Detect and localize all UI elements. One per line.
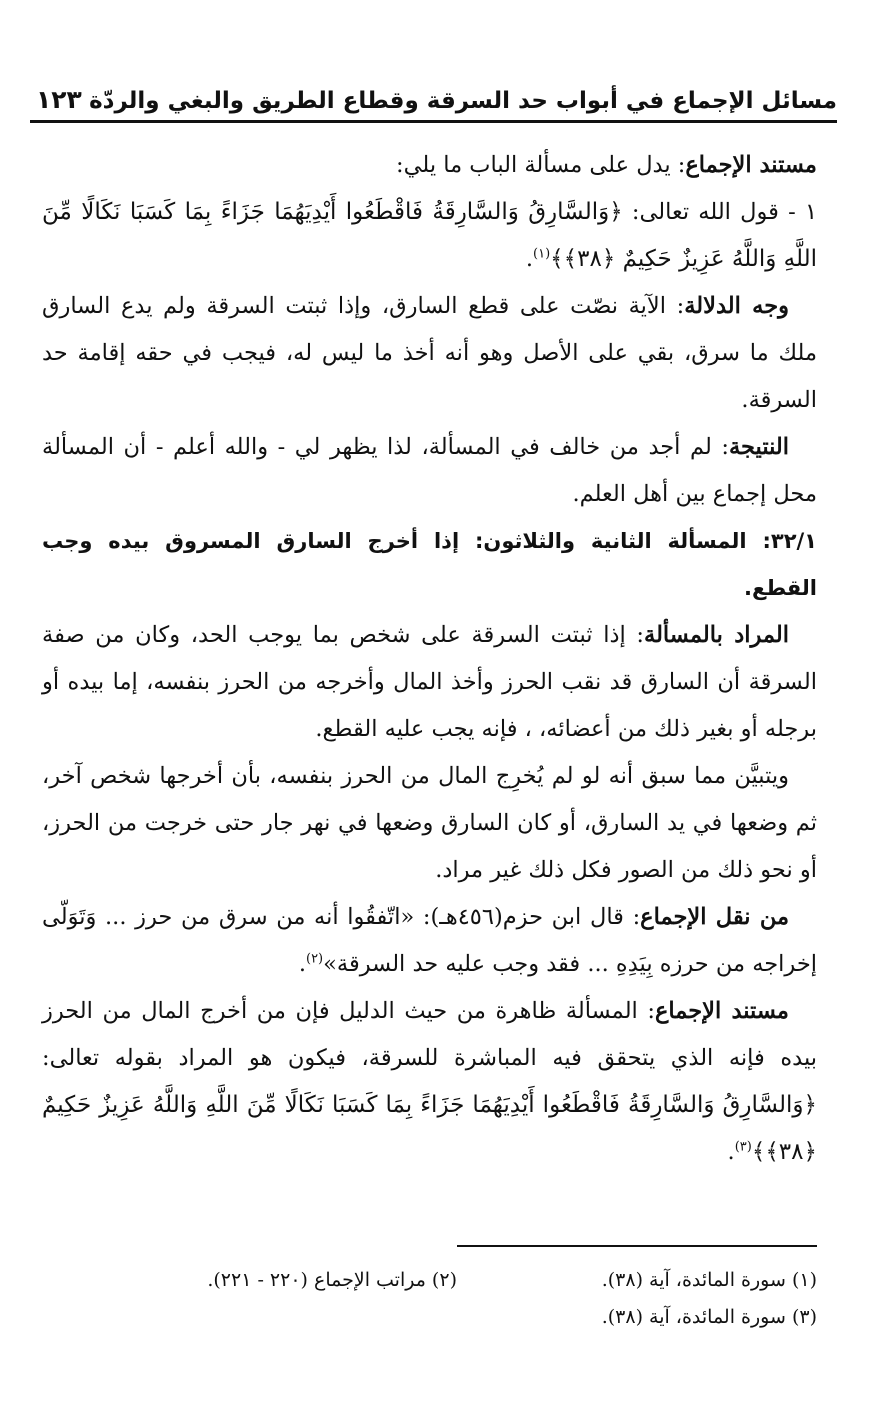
page-body (42, 142, 817, 1176)
footnote-ref: (١) (533, 246, 551, 262)
footnote-divider (457, 1245, 817, 1247)
footnote-row (42, 1262, 817, 1299)
footnotes (42, 1262, 817, 1336)
term-label: مستند الإجماع (685, 152, 817, 178)
term-label: المراد بالمسألة (644, 622, 789, 648)
footnote-ref: (٢) (305, 951, 324, 967)
footnote-1: (١) سورة المائدة، آية (٣٨). (601, 1269, 817, 1291)
footnote-2: (٢) مراتب الإجماع (٢٢٠ - ٢٢١). (207, 1269, 457, 1291)
page-number: ١٢٣ (36, 85, 82, 114)
paragraph-text: : الآية نصّت على قطع السارق، وإذا ثبتت السرقة ولم يدع السارق ملك ما سرق، بقي على الأصل وهو أنه أخذ ما ليس له، فيجب في حقه إقامة حد السرقة. (42, 293, 817, 413)
paragraph-text: : قال ابن حزم(٤٥٦هـ): «اتّفقُوا أنه من سرق من حرز ... وَتَوَلّى إخراجه من حرزه بِيَدِهِ ... فقد وجب عليه حد السرقة» (42, 904, 817, 977)
paragraph-consensus-transmitter: من نقل الإجماع: قال ابن حزم(٤٥٦هـ): «اتّفقُوا أنه من سرق من حرز ... وَتَوَلّى إخراجه من حرزه بِيَدِهِ ... فقد وجب عليه حد السرقة»$^{(٢)}$. (42, 904, 817, 977)
term-label: من نقل الإجماع (640, 904, 790, 930)
running-title: مسائل الإجماع في أبواب حد السرقة وقطاع الطريق والبغي والردّة (89, 88, 837, 114)
page-header (30, 68, 837, 123)
quran-verse: ﴿وَالسَّارِقُ وَالسَّارِقَةُ فَاقْطَعُوا أَيْدِيَهُمَا جَزَاءً بِمَا كَسَبَا نَكَالًا مِّنَ اللَّهِ وَاللَّهُ عَزِيزٌ حَكِيمٌ ﴿٣٨﴾﴾ (42, 199, 817, 272)
verse-prefix: ١ - قول الله تعالى: (631, 199, 818, 225)
paragraph-clarification: ويتبيَّن مما سبق أنه لو لم يُخرِج المال من الحرز بنفسه، بأن أخرجها شخص آخر، ثم وضعها في يد السارق، أو كان السارق وضعها في نهر جار حتى خرجت من الحرز، أو نحو ذلك من الصور فكل ذلك غير مراد. (42, 763, 817, 883)
paragraph-evidence-2: مستند الإجماع: المسألة ظاهرة من حيث الدليل فإن من أخرج المال من الحرز بيده فإنه الذي يتحقق فيه المباشرة للسرقة، فيكون هو المراد بقوله تعالى: ﴿وَالسَّارِقُ وَالسَّارِقَةُ فَاقْطَعُوا أَيْدِيَهُمَا جَزَاءً بِمَا كَسَبَا نَكَالًا مِّنَ اللَّهِ وَاللَّهُ عَزِيزٌ حَكِيمٌ ﴿٣٨﴾﴾$^{(٣)}$. (42, 998, 817, 1165)
issue-heading: ٣٢/١: المسألة الثانية والثلاثون: إذا أخرج السارق المسروق بيده وجب القطع. (42, 529, 817, 600)
paragraph-text: : يدل على مسألة الباب ما يلي: (396, 152, 686, 178)
paragraph-meaning (42, 612, 817, 753)
paragraph-result (42, 424, 817, 518)
footnote-3: (٣) سورة المائدة، آية (٣٨). (601, 1306, 817, 1328)
quran-verse: ﴿وَالسَّارِقُ وَالسَّارِقَةُ فَاقْطَعُوا أَيْدِيَهُمَا جَزَاءً بِمَا كَسَبَا نَكَالًا مِّنَ اللَّهِ وَاللَّهُ عَزِيزٌ حَكِيمٌ ﴿٣٨﴾﴾ (42, 1092, 817, 1165)
paragraph-text: : لم أجد من خالف في المسألة، لذا يظهر لي - والله أعلم - أن المسألة محل إجماع بين أهل العلم. (42, 434, 817, 507)
paragraph-text: : المسألة ظاهرة من حيث الدليل فإن من أخرج المال من الحرز بيده فإنه الذي يتحقق فيه المباشرة للسرقة، فيكون هو المراد بقوله تعالى: (42, 998, 817, 1071)
term-label: مستند الإجماع (654, 998, 789, 1024)
term-label: النتيجة (728, 434, 789, 460)
term-label: وجه الدلالة (684, 293, 790, 319)
paragraph-evidence-intro (42, 142, 817, 189)
paragraph-indication (42, 283, 817, 424)
footnote-row (42, 1299, 817, 1336)
paragraph-text: : إذا ثبتت السرقة على شخص بما يوجب الحد، وكان من صفة السرقة أن السارق قد نقب الحرز وأخذ المال وأخرجه من الحرز بنفسه، إما بيده أو برجله أو بغير ذلك من أعضائه، ، فإنه يجب عليه القطع. (42, 622, 817, 742)
paragraph-verse-1: ١ - قول الله تعالى: ﴿وَالسَّارِقُ وَالسَّارِقَةُ فَاقْطَعُوا أَيْدِيَهُمَا جَزَاءً بِمَا كَسَبَا نَكَالًا مِّنَ اللَّهِ وَاللَّهُ عَزِيزٌ حَكِيمٌ ﴿٣٨﴾﴾$^{(١)}$. (42, 199, 818, 272)
footnote-ref: (٣) (734, 1139, 752, 1155)
